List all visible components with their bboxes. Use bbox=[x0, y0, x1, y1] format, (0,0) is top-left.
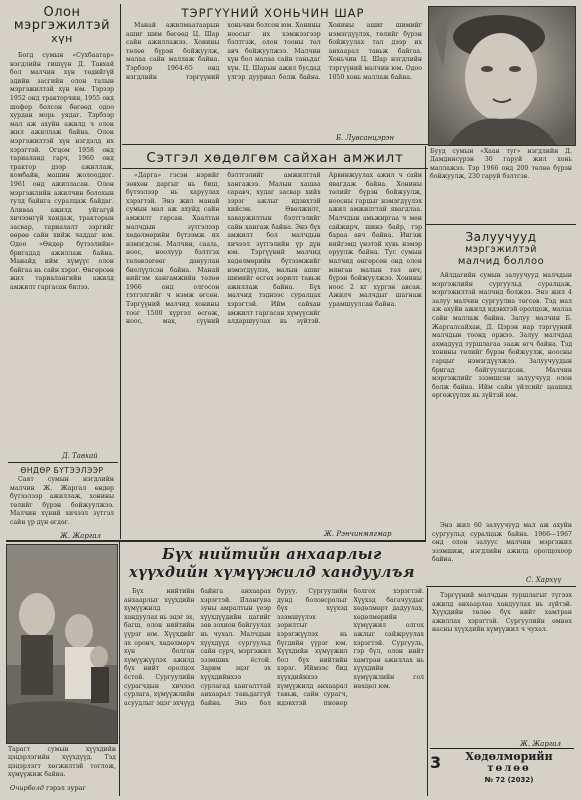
zaluu-heading: Залуучууд мэргэжилтэй малчид боллоо bbox=[457, 230, 545, 267]
olon-signature: Д. Тавхай bbox=[62, 452, 98, 460]
torguuni-heading: ТЭРГҮҮНИЙ ХОНЬЧИН ШАР bbox=[181, 6, 365, 20]
column-divider bbox=[425, 146, 426, 541]
column-divider bbox=[427, 588, 428, 796]
portrait-caption: Бууд сумын «Хаан туг» нэгдлийн Д. Дамдинсүрэн 30 гаруй жил хонь маллажээ. Тэр 1966 онд 200 төлөө бүрэн бойжуулж, 230 гаруй бэлтгэв. bbox=[430, 148, 572, 181]
olon-body: Богд сумын «Сухбаатар» нэгдлийн гишүүн Д. Тавхай бол малчин хүн төдийгүй эдийн засгийн олон талын мэргэжилтэй хүн юм. Тэрээр 1952 онд тракторчин, 1955 онд шофер болсон бөгөөд одоо хурдан морь уядаг. Тэрбээр мал аж ахуйн ажилд ч олон жил ажиллаж байна. Олон мэргэжилтэй хүн нэгдэлд их хэрэгтэй. Огцом 1958 онд тариаланд гарч, 1960 онд трактор дээр ажиллаж, комбайн, машин жолооддог. 1961 онд ажилласан. Олон мэргэжлийн ажилчин болохын тулд байнга суралцаж байдаг. Аливаа ажилд уйгагүй хичээнгүй хандаж, тракторын засвар, тариалалт зэргийг өөрөө сайн хийж чаддаг юм. Одоо «Өндөр бүтээлийн» бригадад ажиллаж байна. Манайд ийм хүмүүс олон байгаа нь сайн хэрэг. Өнгөрсөн жил тариалангийн ажилд амжилт гаргасан билээ. bbox=[10, 52, 114, 292]
right-bottom-signature: Ж. Жаргал bbox=[520, 740, 562, 748]
children-image bbox=[7, 545, 117, 743]
children-photo bbox=[6, 544, 118, 744]
zaluu-body-2: Энэ жил 60 залуучууд мал аж ахуйн сургуульд суралцаж байна. 1966—1967 онд олон залуус малчин мэргэжил эзэмшиж, нэгдлийн ажилд оролцохоор байна. bbox=[432, 522, 572, 564]
torguuni-body: Манай ажилмаатаарын ашиг шим бөгөөд Ц. Шар сайн ажиллажээ. Хонины төлөө бүрэн бойжуулж, малаа сайн маллаж байна. Тэрбээр 1964-65 онд нэгдлийн тэргүүний хоньчин болсон юм. Хонины ноосыг их хэмжээгээр бэлтгэж, олон тооны төл авч бойжуулжээ. Малчин хүн бол малаа сайн таньдаг хүн. Ц. Шарын ажил бусдад үлгэр дууриал болж байна. Хонины ашиг шимийг нэмэгдүүлэх, төлийг бүрэн бойжуулах тал дээр их анхаарал тавьж байгаа. Хоньчин Ц. Шар нэгдлийн тэргүүний малчин юм. Одоо 1050 хонь маллаж байна. bbox=[126, 22, 422, 81]
divider bbox=[122, 144, 428, 145]
buh-heading: Бүх нийтийн анхаарлыг хүүхдийн хүмүүжилд хандуулъя bbox=[129, 546, 415, 581]
portrait-image bbox=[429, 7, 575, 145]
sain-body: «Дарга» гэсэн нэрийг зөвхөн даргыг нь биш, бүтээлээр нь харуулах хэрэгтэй. Энэ жил манай сумын мал аж ахуйд сайн амжилт гарсан. Хаалтан малчдын зүтгэлээр хөдөлмөрийн бүтээмж их нэмэгдсэн. Малчин, сааль, ноос, ноолуур бэлтгэх төлөвлөгөөг давуулан биелүүлсэн байна. Манай нийгэм хангамжийн төлөө 1966 онд олгосон тэтгэлгийг ч нэмж өгсөн. Тэргүүний малчид хонины тоог 1500 хүртэл өсгөж, ноос, мах, сүүний бэлтгэлийг амжилттай хангажээ. Малын хашаа саравч, худаг засвар хийх зэрэг ажлыг идэвхтэй хийсэн. Өвөлжилт, хаваржилтын бэлтгэлийг сайн хангаж байна. Энэ бүх амжилт бол малчдын хичээл зүтгэлийн үр дүн юм. Тэргүүний малчид хөдөлмөрийн бүтээмжийг нэмэгдүүлэх, малын ашиг шимийг өсгөх зорилт тавьж ажиллаж байна. Бүх малчид тэднээс суралцах хэрэгтэй. Ийм сайхан амжилт гаргасан хүмүүсийг алдаршуулах нь зүйтэй. Арвинжуулах ажил ч сайн явагдаж байна. Хонины төлийг бүрэн бойжуулж, ноосны гарцыг нэмэгдүүлэх ажил амжилттай явагдлаа. Малчдын амьжиргаа ч мөн сайжирч, шинэ байр, гэр бараа авч байна. Ингэж нийгэмд үнэтэй хувь нэмэр оруулж байна. Тус сумын малчид өнгөрсөн онд олон мянган малын төл авч, бүрэн бойжуулжээ. Хонины ноос 2 кг хүргэн авсан. Ажилч малчдыг шагнаж урамшуулсан байна. bbox=[126, 172, 422, 326]
column-divider bbox=[119, 542, 120, 796]
ondor-heading: ӨНДӨР БҮТЭЭЛЭЭР bbox=[20, 466, 104, 475]
zaluu-signature: С. Хархүү bbox=[526, 576, 562, 584]
divider bbox=[426, 224, 576, 225]
right-bottom-body: Тэргүүний малчдын туршлагыг түгээх ажилд анхаарлаа хандуулах нь зүйтэй. Хүүхдийн төлөө бүх нийт хамтран ажиллах хэрэгтэй. Сургуулийн өмнөх насны хүүхдийн хүмүүжил ч чухал. bbox=[432, 592, 572, 634]
ondor-signature: Ж. Жаргал bbox=[60, 532, 102, 540]
column-divider bbox=[120, 4, 121, 539]
divider bbox=[426, 586, 576, 587]
photo-credit: Очирболд гэрэл зураг bbox=[10, 784, 86, 792]
masthead-title: Хөдөлмөрийн төлөө № 72 (2032) bbox=[465, 750, 553, 784]
masthead bbox=[430, 748, 574, 795]
buh-body: Бүх нийтийн анхаарлыг хүүхдийн хүмүүжилд хандуулах нь эцэг эх, багш, олон нийтийн үүрэг юм. Хүүхдийг эх оронч, хөдөлмөрч хүн болгон хүмүүжүүлэх ажилд бүх нийт оролцох ёстой. Сургуулийн сурагчдын хичээл сурлага, хүмүүжлийн асуудлыг эцэг эхчүүд байнга анхаарах хэрэгтэй. Ялангуяа зуны амралтын үеэр хүүхдүүдийн цагийг зөв зохион байгуулах нь чухал. Малчдын хүүхдүүд сургуульд сайн сурч, мэргэжил эзэмших ёстой. Зарим эцэг эх хүүхдийнхээ сурлагад хангалттай анхаарал тавьдаггүй байна. Энэ бол буруу. Сургуулийн дунд боловсролыг бүх хүүхэд эзэмшүүлэх зорилтыг хэрэгжүүлэх нь бүгдийн үүрэг юм. Хүүхдийн хүмүүжил бол бүх нийтийн хэрэг. Иймээс бид хүүхдийнхээ хүмүүжилд анхаарал тавьж, сайн сурагч, идэвхтэй пионер болгох хэрэгтэй. Хүүхэд багачуудыг хөдөлмөрт дадуулах, хөдөлмөрийн хүмүүжил олгох ажлыг сайжруулах хэрэгтэй. Сургууль, гэр бүл, олон нийт хамтран ажиллах нь хүүхдийн хүмүүжлийн гол нөхцөл юм. bbox=[124, 588, 424, 707]
sain-heading: Сэтгэл хөдөлгөм сайхан амжилт bbox=[146, 150, 404, 166]
torguuni-signature: Б. Лувсанцэрэн bbox=[336, 134, 395, 142]
portrait-photo bbox=[428, 6, 576, 146]
divider bbox=[122, 168, 428, 169]
ondor-body: Саят сумын нэгдлийн малчин Ж. Жаргал өндөр бүтээлээр ажиллаж, хонины төлийг бүрэн бойжуулжээ. Малчин хүний хичээл зүтгэл сайн үр дүн өгдөг. bbox=[10, 476, 114, 526]
divider bbox=[6, 540, 426, 542]
page-number: 3 bbox=[430, 753, 442, 772]
olon-title: Олон мэргэжилтэй хүн bbox=[13, 5, 111, 45]
children-caption: Тарагт сумын хүүхдийн цэцэрлэгийн хүүхдүүд. Тэд цэцэрлэгт хөгжилтэй тоглож, хүмүүжиж байна. bbox=[8, 746, 116, 779]
sain-signature: Ж. Рэнчинмягмар bbox=[324, 530, 392, 538]
divider bbox=[8, 462, 118, 463]
zaluu-body: Айлдагийн сумын залуучууд малчдын мэргэжлийн сургуульд суралцаж, мэргэжилтэй малчид болжээ. Энэ жил 4 залуу малчин сургуулиа төгсөв. Тэд мал аж ахуйн ажилд идэвхтэй оролцож, малаа сайн маллаж байна. Залуу малчин Б. Жаргалсайхан, Д. Цэрэн нар тэргүүний малчдын тоонд оржээ. Залуу малчдад ахмадууд туршлагаа зааж өгч байна. Тэд хонины төлийг бүрэн бойжуулж, ноосны гарцыг нэмэгдүүлжээ. Залуучуудын бригад байгуулагдсан. Малчин мэргэжлийг эзэмшсэн залуучууд олон болж байна. Ийм сайн үйлсийг цаашид өргөжүүлэх нь зүйтэй юм. bbox=[432, 272, 572, 400]
